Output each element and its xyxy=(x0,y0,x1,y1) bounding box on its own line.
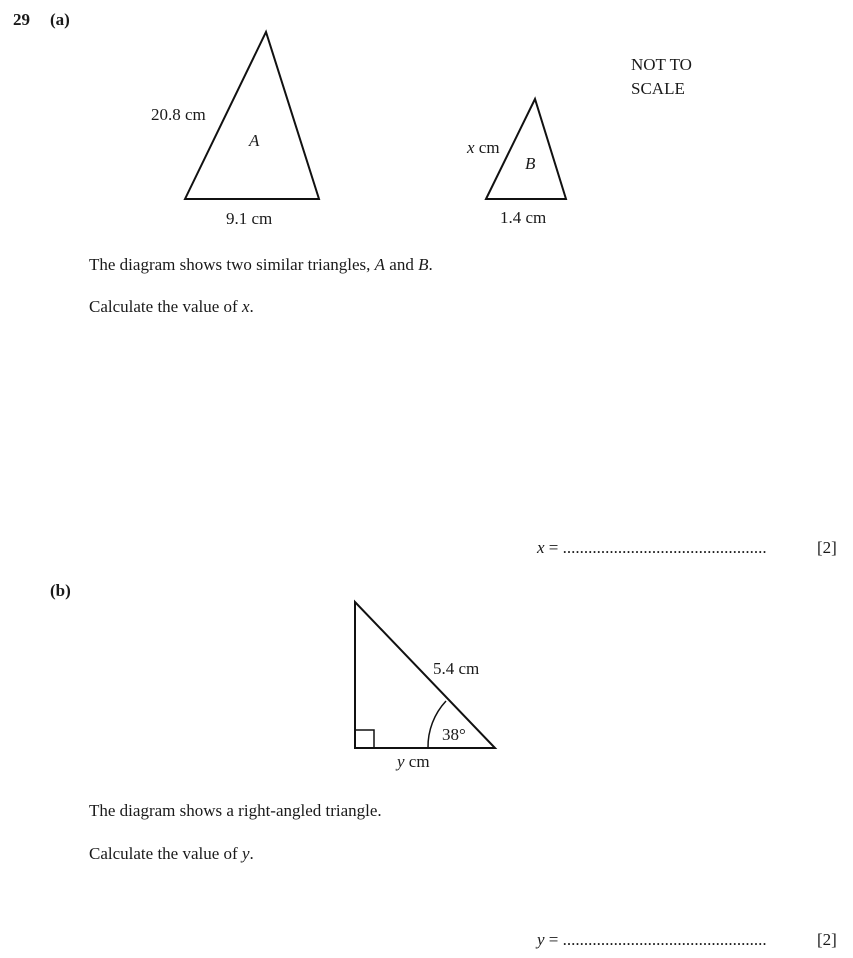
instruction-end: . xyxy=(249,844,254,863)
instruction-text: Calculate the value of xyxy=(89,844,242,863)
part-a-marks: [2] xyxy=(817,538,837,557)
x-variable: x xyxy=(467,138,475,157)
part-a-description xyxy=(89,255,433,275)
instruction-var: x xyxy=(241,297,250,316)
note-line-2: SCALE xyxy=(631,79,685,98)
desc-and: and xyxy=(385,255,419,274)
triangle-b-base-label: 1.4 cm xyxy=(500,208,547,227)
answer-eq: = xyxy=(544,538,563,557)
right-angle-marker xyxy=(355,730,374,748)
triangle-a-name: A xyxy=(249,131,260,150)
part-b-description: The diagram shows a right-angled triangle. xyxy=(89,801,382,820)
instruction-var: y xyxy=(241,844,250,863)
answer-var: y xyxy=(537,930,545,949)
desc-a: A xyxy=(374,255,386,274)
triangle-a-base-label: 9.1 cm xyxy=(226,209,273,228)
triangle-b-name: B xyxy=(525,154,536,173)
part-a-instruction xyxy=(89,297,254,317)
hypotenuse-label: 5.4 cm xyxy=(433,659,480,678)
answer-var: x xyxy=(537,538,545,557)
answer-dots[interactable]: ................................................ xyxy=(562,930,767,949)
triangle-a-side-label: 20.8 cm xyxy=(151,105,206,124)
part-a-answer-line[interactable] xyxy=(537,538,767,558)
desc-end: . xyxy=(428,255,433,274)
answer-dots[interactable]: ................................................ xyxy=(562,538,767,557)
y-unit: cm xyxy=(408,752,430,771)
x-unit: cm xyxy=(478,138,500,157)
base-label xyxy=(397,752,430,772)
answer-eq: = xyxy=(544,930,563,949)
desc-text: The diagram shows two similar triangles, xyxy=(89,255,375,274)
part-b-answer-line[interactable] xyxy=(537,930,767,950)
part-b-label: (b) xyxy=(50,581,71,600)
instruction-end: . xyxy=(249,297,254,316)
desc-b: B xyxy=(418,255,429,274)
angle-label: 38° xyxy=(442,725,466,744)
y-variable: y xyxy=(397,752,405,771)
instruction-text: Calculate the value of xyxy=(89,297,242,316)
note-line-1: NOT TO xyxy=(631,55,692,74)
part-b-marks: [2] xyxy=(817,930,837,949)
part-a-label: (a) xyxy=(50,10,70,29)
triangle-b-side-label xyxy=(467,138,500,158)
question-number: 29 xyxy=(13,10,30,29)
part-b-instruction xyxy=(89,844,254,864)
